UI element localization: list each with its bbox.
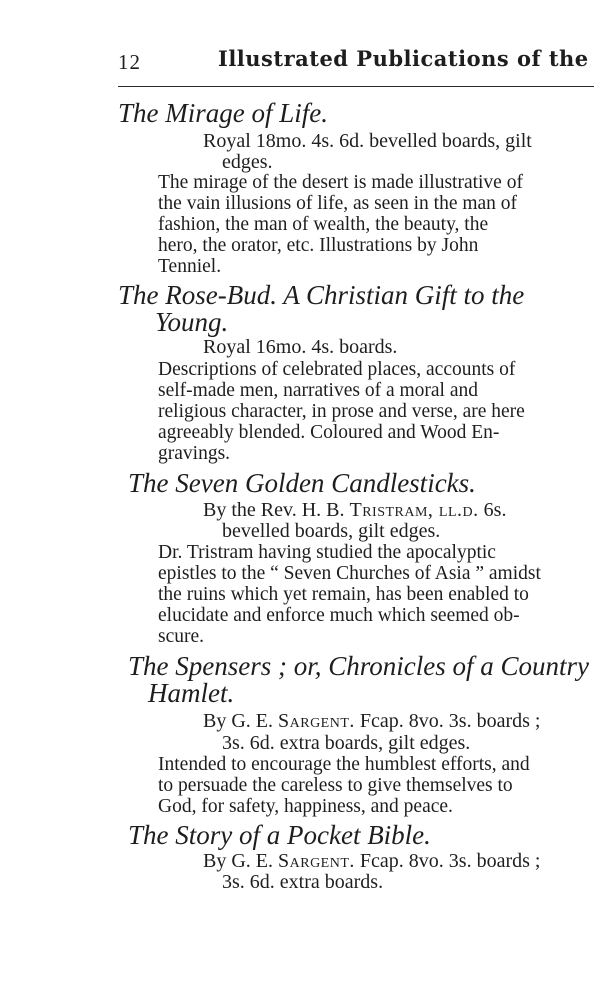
- page-number: 12: [118, 50, 141, 74]
- entry-details: 3s. 6d. extra boards, gilt edges.: [222, 732, 471, 754]
- running-title: Illustrated Publications of the: [218, 46, 589, 71]
- entry-description: to persuade the careless to give themselves to: [158, 775, 513, 796]
- entry-details-text: By the Rev. H. B. Tristram, ll.d. 6s.: [203, 499, 507, 521]
- entry-description: The mirage of the desert is made illustrative of: [158, 172, 523, 193]
- entry-description: epistles to the “ Seven Churches of Asia ” amidst: [158, 563, 541, 584]
- entry-details: Royal 16mo. 4s. boards.: [203, 336, 398, 358]
- entry-title: The Mirage of Life.: [118, 98, 328, 128]
- entry-description: Descriptions of celebrated places, accounts of: [158, 359, 516, 380]
- entry-description: agreeably blended. Coloured and Wood En-: [158, 422, 500, 443]
- entry-title: The Story of a Pocket Bible.: [128, 820, 431, 850]
- entry-details: 3s. 6d. extra boards.: [222, 871, 384, 893]
- entry-description: elucidate and enforce much which seemed ob-: [158, 605, 520, 626]
- entry-details: bevelled boards, gilt edges.: [222, 520, 441, 542]
- entry-title: The Rose-Bud. A Christian Gift to the: [118, 280, 525, 310]
- entry-description: Dr. Tristram having studied the apocalyptic: [158, 542, 496, 563]
- entry-description: the vain illusions of life, as seen in the man of: [158, 193, 518, 214]
- entry-description: hero, the orator, etc. Illustrations by John: [158, 235, 479, 256]
- entry-details: Royal 18mo. 4s. 6d. bevelled boards, gilt: [203, 130, 532, 152]
- entry-title: Hamlet.: [148, 678, 235, 708]
- entry-description: scure.: [158, 626, 205, 647]
- entry-description: Tenniel.: [158, 256, 222, 277]
- entry-title: Young.: [155, 307, 229, 337]
- header-rule: [118, 86, 594, 87]
- entry-details: By G. E. Sargent. Fcap. 8vo. 3s. boards ;: [203, 710, 541, 732]
- entry-details: [203, 500, 506, 521]
- entry-description: gravings.: [158, 443, 231, 464]
- entry-description: the ruins which yet remain, has been enabled to: [158, 584, 529, 605]
- entry-title: The Seven Golden Candlesticks.: [128, 468, 476, 498]
- entry-description: self-made men, narratives of a moral and: [158, 380, 478, 401]
- running-head: [118, 46, 594, 76]
- entry-description: fashion, the man of wealth, the beauty, the: [158, 214, 489, 235]
- entry-description: Intended to encourage the humblest efforts, and: [158, 754, 530, 775]
- entry-description: God, for safety, happiness, and peace.: [158, 796, 453, 817]
- entry-title: The Spensers ; or, Chronicles of a Country: [128, 651, 589, 681]
- entry-description: religious character, in prose and verse, are here: [158, 401, 525, 422]
- entry-details: By G. E. Sargent. Fcap. 8vo. 3s. boards ;: [203, 850, 541, 872]
- entry-details: edges.: [222, 151, 273, 173]
